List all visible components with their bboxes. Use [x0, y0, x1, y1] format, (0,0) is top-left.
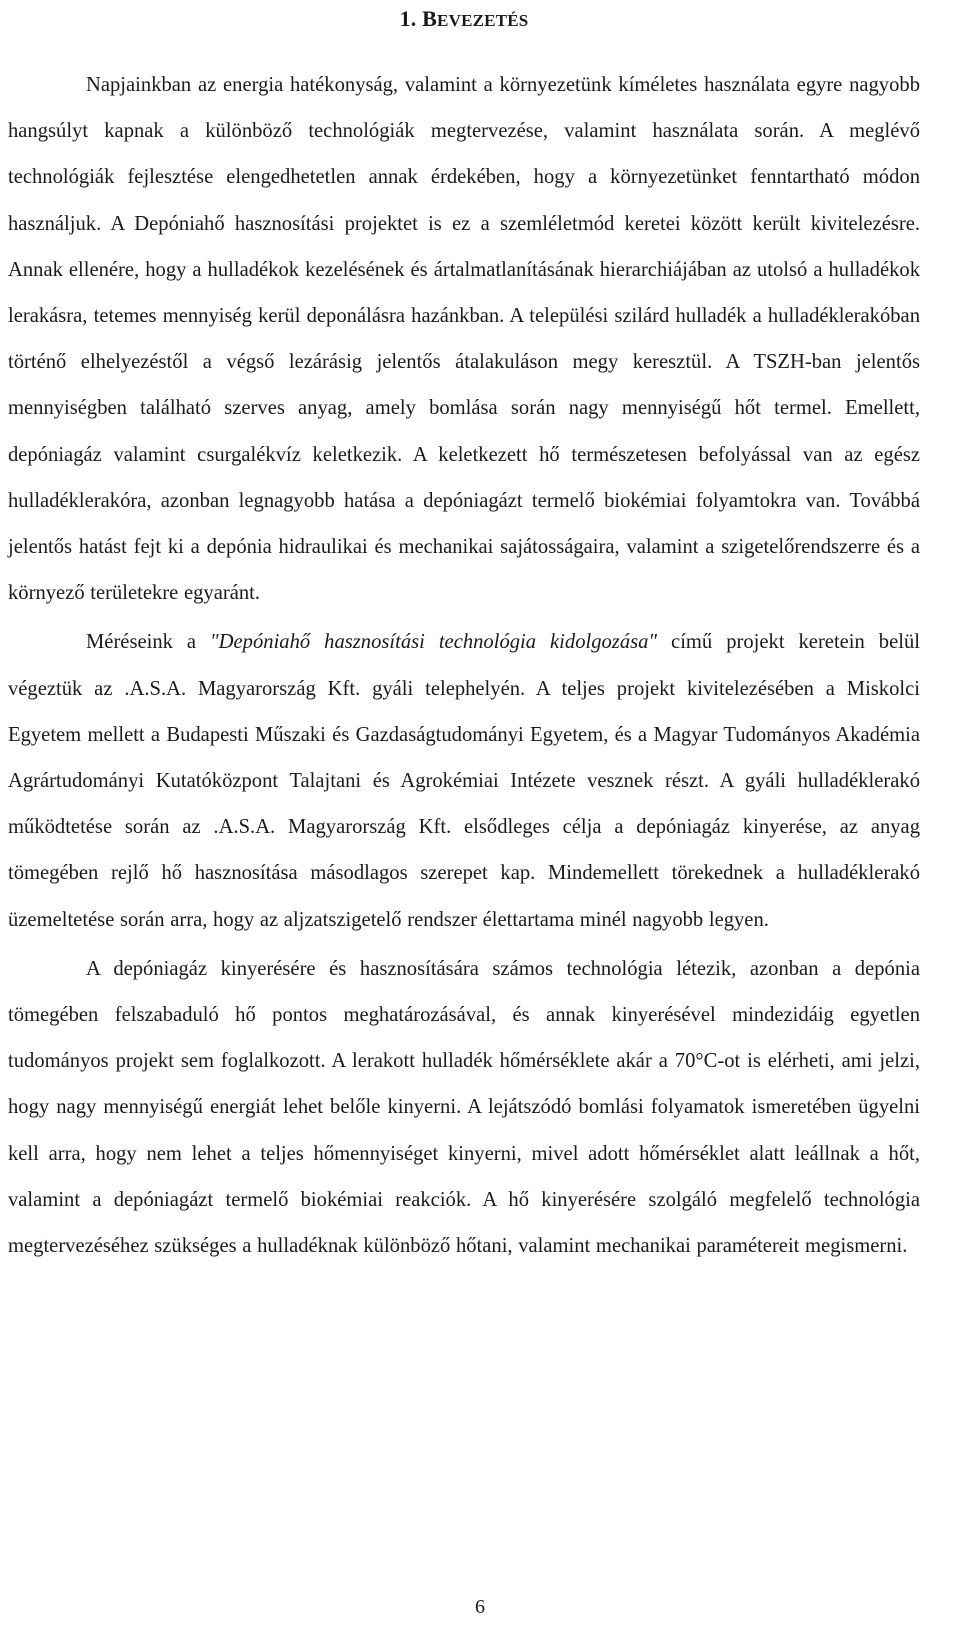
paragraph-technology: A depóniagáz kinyerésére és hasznosítására számos technológia létezik, azonban a depónia tömegében felszabaduló hő pontos meghatározásával, és annak kinyerésével mindezidáig egyetlen tudományos projekt sem foglalkozott. A lerakott hulladék hőmérséklete akár a 70°C-ot is elérheti, ami jelzi, hogy nagy mennyiségű energiát lehet belőle kinyerni. A lejátszódó bomlási folyamatok ismeretében ügyelni kell arra, hogy nem lehet a teljes hőmennyiséget kinyerni, mivel adott hőmérséklet alatt leállnak a hőt, valamint a depóniagázt termelő biokémiai reakciók. A hő kinyerésére szolgáló megfelelő technológia megtervezéséhez szükséges a hulladéknak különböző hőtani, valamint mechanikai paramétereit megismerni.: [8, 957, 920, 1258]
paragraph-measurements-start: Méréseink a: [86, 631, 211, 654]
document-page: [8, 0, 920, 1269]
section-heading: [8, 0, 920, 48]
paragraph-introduction: Napjainkban az energia hatékonyság, valamint a környezetünk kíméletes használata egyre nagyobb hangsúlyt kapnak a különböző technológiák megtervezése, valamint használata során. A meglévő technológiák fejlesztése elengedhetetlen annak érdekében, hogy a környezetünket fenntartható módon használjuk. A Depóniahő hasznosítási projektet is ez a szemléletmód keretei között került kivitelezésre. Annak ellenére, hogy a hulladékok kezelésének és ártalmatlanításának hierarchiájában az utolsó a hulladékok lerakásra, tetemes mennyiség kerül deponálásra hazánkban. A települési szilárd hulladék a hulladéklerakóban történő elhelyezéstől a végső lezárásig jelentős átalakuláson megy keresztül. A TSZH-ban jelentős mennyiségben található szerves anyag, amely bomlása során nagy mennyiségű hőt termel. Emellett, depóniagáz valamint csurgalékvíz keletkezik. A keletkezett hő természetesen befolyással van az egész hulladéklerakóra, azonban legnagyobb hatása a depóniagázt termelő biokémiai folyamtokra van. Továbbá jelentős hatást fejt ki a depónia hidraulikai és mechanikai sajátosságaira, valamint a szigetelőrendszerre és a környező területekre egyaránt.: [8, 74, 920, 605]
heading-number: 1.: [399, 6, 417, 31]
heading-first-letter: B: [422, 6, 438, 31]
page-number: 6: [475, 1596, 485, 1618]
paragraph-measurements-rest: című projekt keretein belül végeztük az .A.S.A. Magyarország Kft. gyáli telephelyén. A teljes projekt kivitelezésében a Miskolci Egyetem mellett a Budapesti Műszaki és Gazdaságtudományi Egyetem, és a Magyar Tudományos Akadémia Agrártudományi Kutatóközpont Talajtani és Agrokémiai Intézete vesznek részt. A gyáli hulladéklerakó működtetése során az .A.S.A. Magyarország Kft. elsődleges célja a depóniagáz kinyerése, az anyag tömegében rejlő hő hasznosítása másodlagos szerepet kap. Mindemellett törekednek a hulladéklerakó üzemeltetése során arra, hogy az aljzatszigetelő rendszer élettartama minél nagyobb legyen.: [8, 631, 920, 931]
project-title-italic: "Depóniahő hasznosítási technológia kidolgozása": [210, 631, 658, 654]
heading-rest: EVEZETÉS: [437, 11, 529, 30]
paragraph-measurements: [8, 619, 920, 942]
